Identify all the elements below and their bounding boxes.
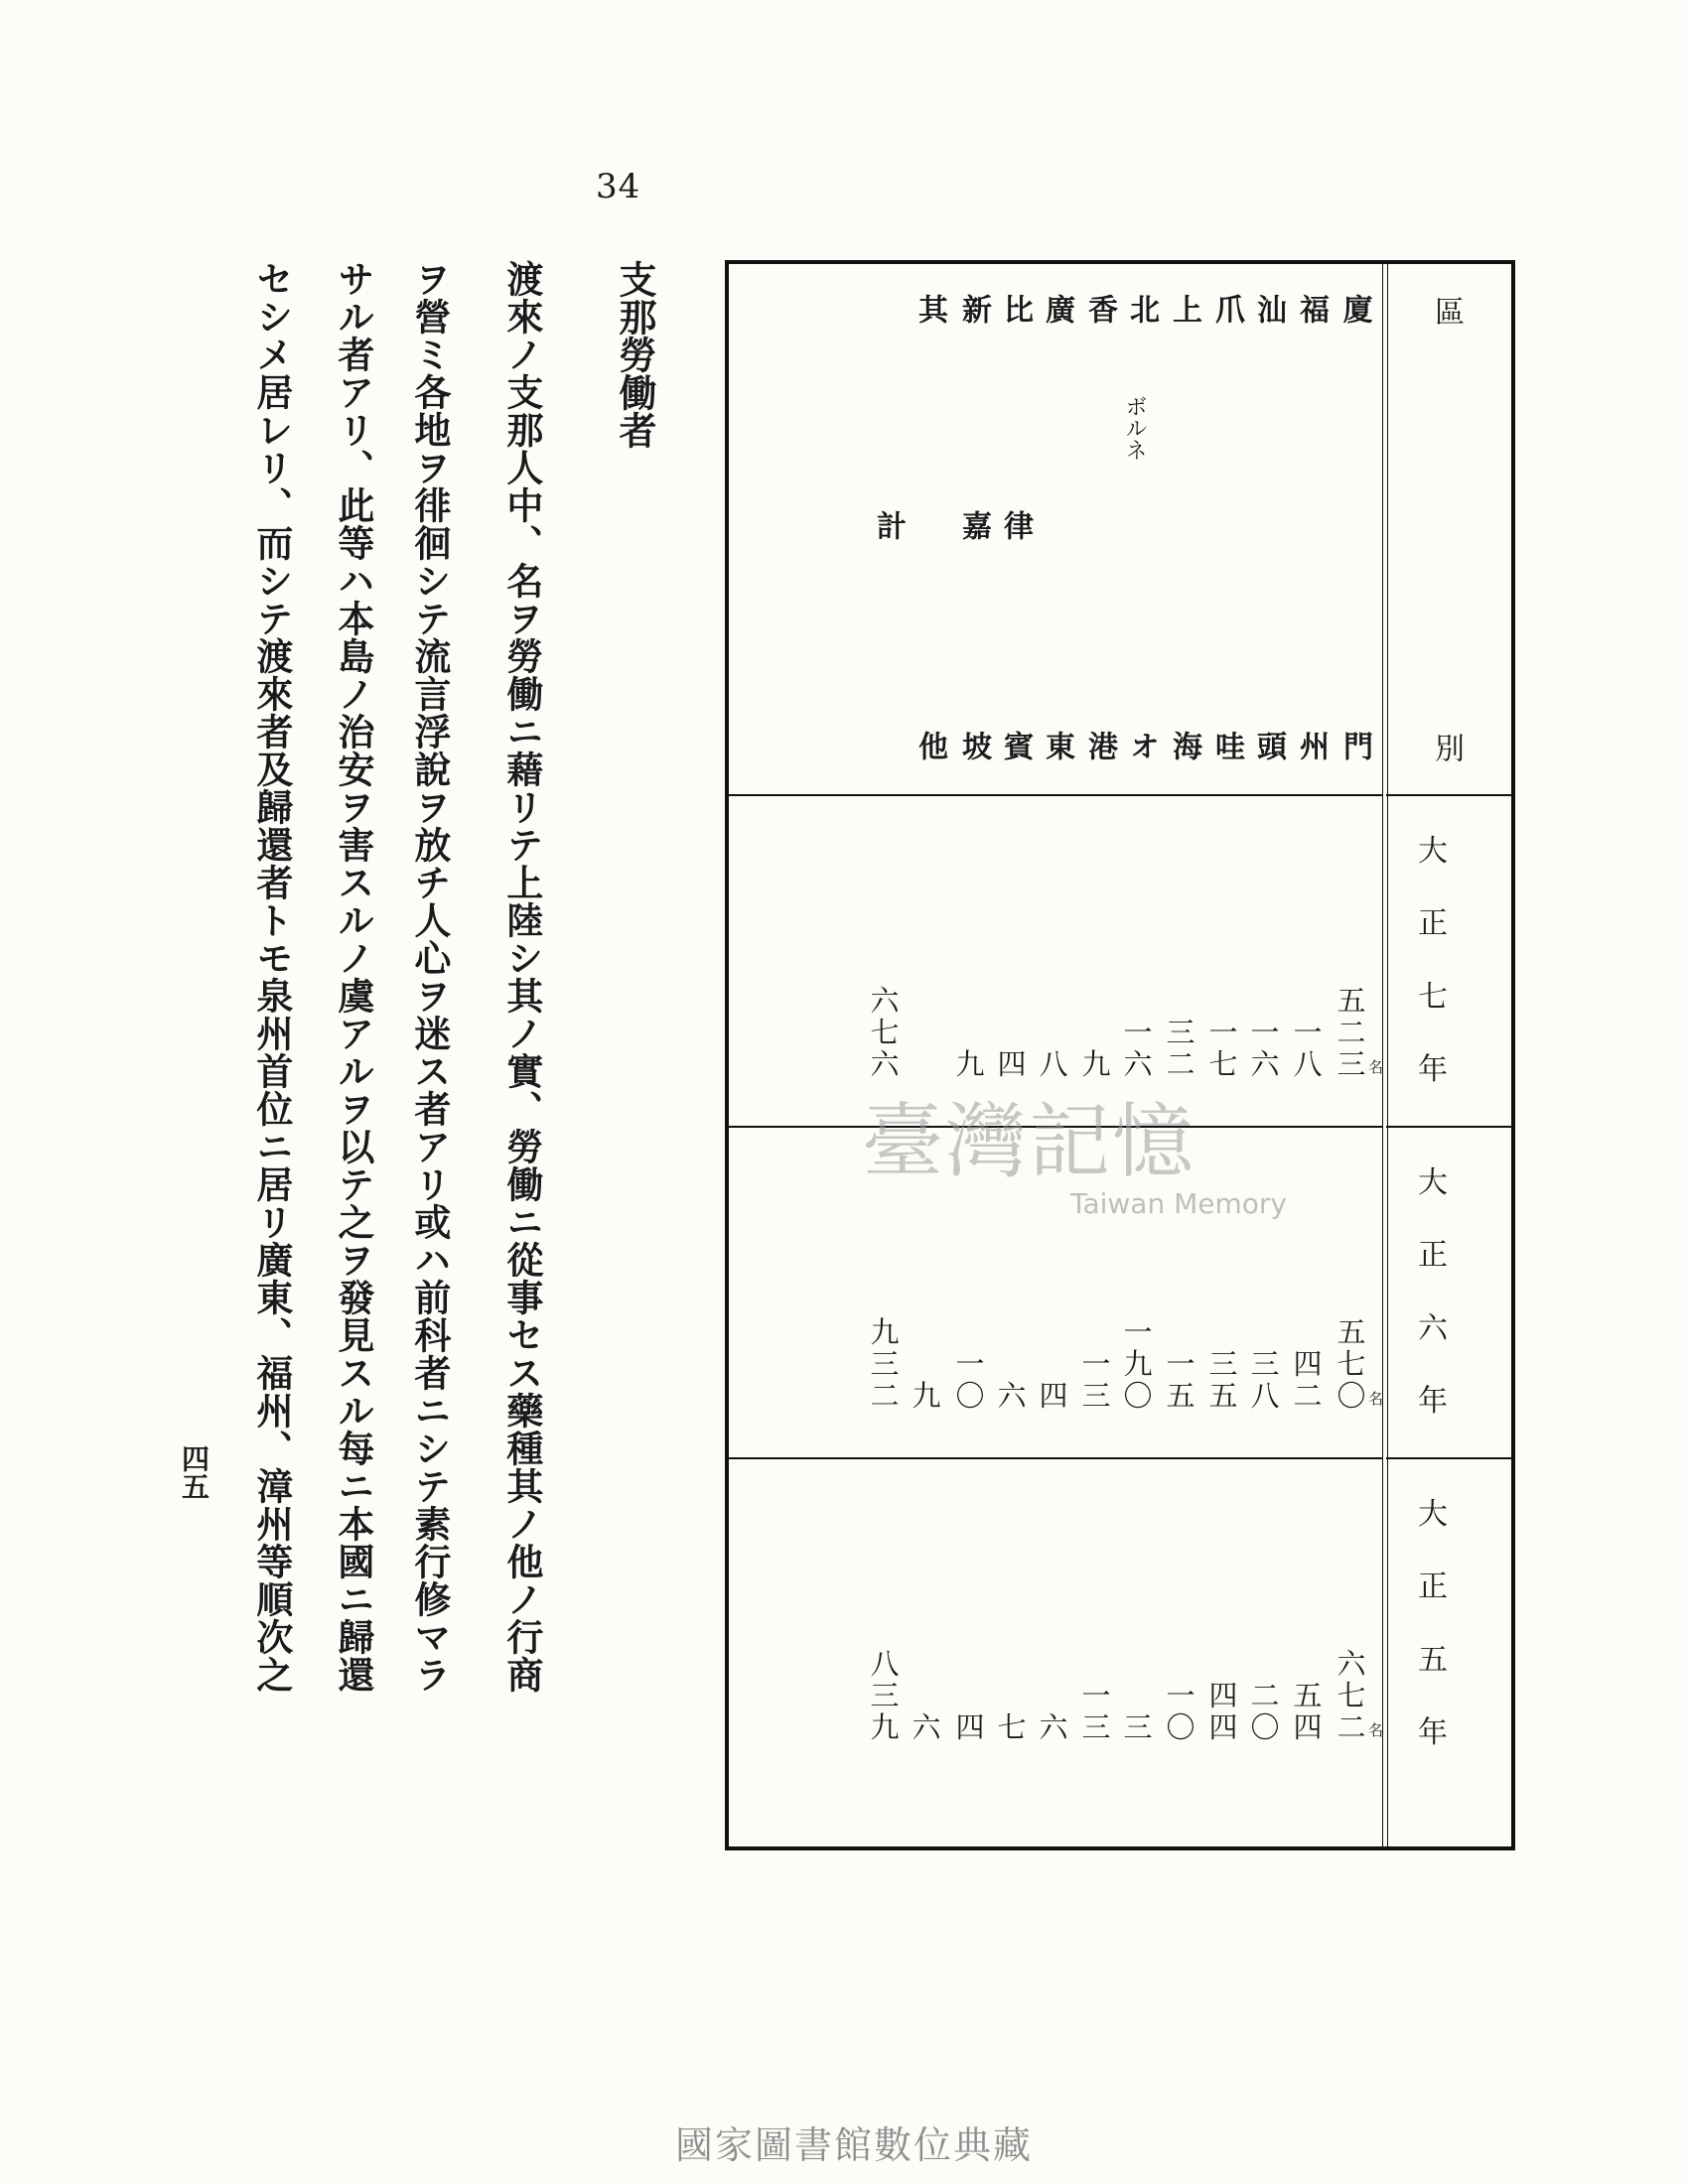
year-header-taisho-7 (1418, 826, 1462, 1088)
table-cell-value: 二 〇 (1250, 1679, 1280, 1744)
table-cell-value: 四 四 (1208, 1679, 1238, 1744)
region-label-top: 廣 (1040, 294, 1074, 324)
year-header-char: 大 (1418, 1165, 1448, 1200)
table-cell-value: 六 (912, 1710, 941, 1744)
table-cell-value: 三 八 (1250, 1347, 1280, 1413)
header-label-bottom: 別 (1429, 733, 1464, 762)
paragraph-column-4: セシメ居レリ、而シテ渡來者及歸還者トモ泉州首位ニ居リ廣東、福州、漳州等順次之 (249, 260, 294, 1694)
table-cell-value: 一 六 (1250, 1016, 1280, 1081)
table-cell-value: 五 七 〇 (1336, 1315, 1366, 1413)
table-cell-value: 三 二 (1166, 1016, 1196, 1081)
watermark-subtitle: Taiwan Memory (1070, 1187, 1287, 1220)
footer-credit: 國家圖書館數位典藏 (674, 2123, 1033, 2167)
paragraph-column-3: サル者アリ、此等ハ本島ノ治安ヲ害スルノ虞アルヲ以テ之ヲ發見スル每ニ本國ニ歸還 (331, 260, 375, 1694)
table-cell-value: 一 三 (1081, 1347, 1111, 1413)
watermark-title: 臺灣記憶 (862, 1095, 1196, 1189)
region-label-top: 北 (1124, 294, 1159, 324)
table-cell-value: 八 (1039, 1047, 1068, 1081)
row-line-1 (729, 794, 1382, 796)
table-cell-value: 一 〇 (1166, 1679, 1196, 1744)
table-cell-value: 四 二 (1293, 1347, 1323, 1413)
unit-label: 名 (1368, 1058, 1384, 1076)
region-label-bottom: オ (1124, 731, 1159, 760)
table-cell-value: 一 八 (1293, 1016, 1323, 1081)
paragraph-column-1: 渡來ノ支那人中、名ヲ勞働ニ藉リテ上陸シ其ノ實、勞働ニ從事セス藥種其ノ他ノ行商 (499, 260, 544, 1694)
unit-label: 名 (1368, 1721, 1384, 1739)
region-label-bottom: 門 (1337, 731, 1372, 760)
year-header-taisho-5 (1418, 1489, 1462, 1751)
region-label-bottom: 港 (1082, 731, 1117, 760)
watermark-logo (862, 1077, 1309, 1246)
table-cell-value: 七 (997, 1710, 1027, 1744)
table-cell-value: 九 (1081, 1047, 1111, 1081)
region-label-middle: 嘉 (956, 510, 991, 540)
region-label-bottom: 他 (913, 731, 947, 760)
year-header-char: 正 (1418, 906, 1448, 942)
table-cell-value: 六 (997, 1379, 1027, 1413)
region-label-top: 福 (1294, 294, 1329, 324)
table-cell-value: 一 九 〇 (1123, 1315, 1153, 1413)
region-label-bottom: 海 (1167, 731, 1201, 760)
table-cell-value: 八 三 九 (870, 1647, 900, 1744)
year-header-taisho-6 (1418, 1158, 1462, 1420)
region-label-bottom: 賓 (998, 731, 1033, 760)
table-cell-value: 四 (955, 1710, 985, 1744)
region-label-top: 新 (956, 294, 991, 324)
year-header-char: 七 (1418, 979, 1448, 1015)
year-header-char: 正 (1418, 1570, 1448, 1605)
region-label-middle: 計 (871, 510, 906, 540)
hdr-line-2 (1386, 1126, 1511, 1128)
table-cell-value: 九 (912, 1379, 941, 1413)
region-label-middle: 律 (998, 510, 1033, 540)
region-label-top: 比 (998, 294, 1033, 324)
section-heading: 支那勞働者 (613, 260, 657, 449)
table-cell-value: 三 (1123, 1710, 1153, 1744)
table-cell-value: 五 四 (1293, 1679, 1323, 1744)
year-header-char: 六 (1418, 1310, 1448, 1346)
region-label-top: 汕 (1251, 294, 1286, 324)
year-header-char: 年 (1418, 1051, 1448, 1087)
year-header-char: 正 (1418, 1238, 1448, 1274)
region-label-bottom: 坡 (956, 731, 991, 760)
statistics-table (725, 260, 1515, 1850)
region-label-top: 上 (1167, 294, 1201, 324)
year-header-char: 年 (1418, 1714, 1448, 1750)
header-divider (1382, 264, 1388, 1846)
table-cell-value: 六 七 二 (1336, 1647, 1366, 1744)
header-label-top: 區 (1429, 296, 1464, 326)
table-cell-value: 一 〇 (955, 1347, 985, 1413)
hdr-line-1 (1386, 794, 1511, 796)
region-label-top: 爪 (1209, 294, 1244, 324)
table-cell-value: 一 五 (1166, 1347, 1196, 1413)
year-header-char: 大 (1418, 1497, 1448, 1532)
region-label-top: 香 (1082, 294, 1117, 324)
region-label-middle: ボルネ (1122, 395, 1147, 461)
unit-label: 名 (1368, 1390, 1384, 1408)
region-label-bottom: 州 (1294, 731, 1329, 760)
region-label-bottom: 哇 (1209, 731, 1244, 760)
region-label-bottom: 頭 (1251, 731, 1286, 760)
year-header-char: 大 (1418, 834, 1448, 869)
table-cell-value: 三 五 (1208, 1347, 1238, 1413)
table-cell-value: 一 三 (1081, 1679, 1111, 1744)
region-label-bottom: 東 (1040, 731, 1074, 760)
region-label-top: 其 (913, 294, 947, 324)
page-number: 34 (596, 167, 641, 206)
hdr-line-3 (1386, 1457, 1511, 1459)
table-cell-value: 六 七 六 (870, 984, 900, 1081)
table-cell-value: 五 二 三 (1336, 984, 1366, 1081)
row-line-3 (729, 1457, 1382, 1459)
table-cell-value: 四 (997, 1047, 1027, 1081)
table-cell-value: 六 (1039, 1710, 1068, 1744)
paragraph-column-2: ヲ營ミ各地ヲ徘徊シテ流言浮說ヲ放チ人心ヲ迷ス者アリ或ハ前科者ニシテ素行修マラ (407, 260, 452, 1694)
year-header-char: 五 (1418, 1642, 1448, 1678)
table-cell-value: 一 七 (1208, 1016, 1238, 1081)
region-label-top: 廈 (1337, 294, 1372, 324)
table-cell-value: 四 (1039, 1379, 1068, 1413)
table-cell-value: 九 (955, 1047, 985, 1081)
year-header-char: 年 (1418, 1383, 1448, 1419)
table-cell-value: 一 六 (1123, 1016, 1153, 1081)
table-cell-value: 九 三 二 (870, 1315, 900, 1413)
folio-number: 四五 (178, 1444, 211, 1500)
